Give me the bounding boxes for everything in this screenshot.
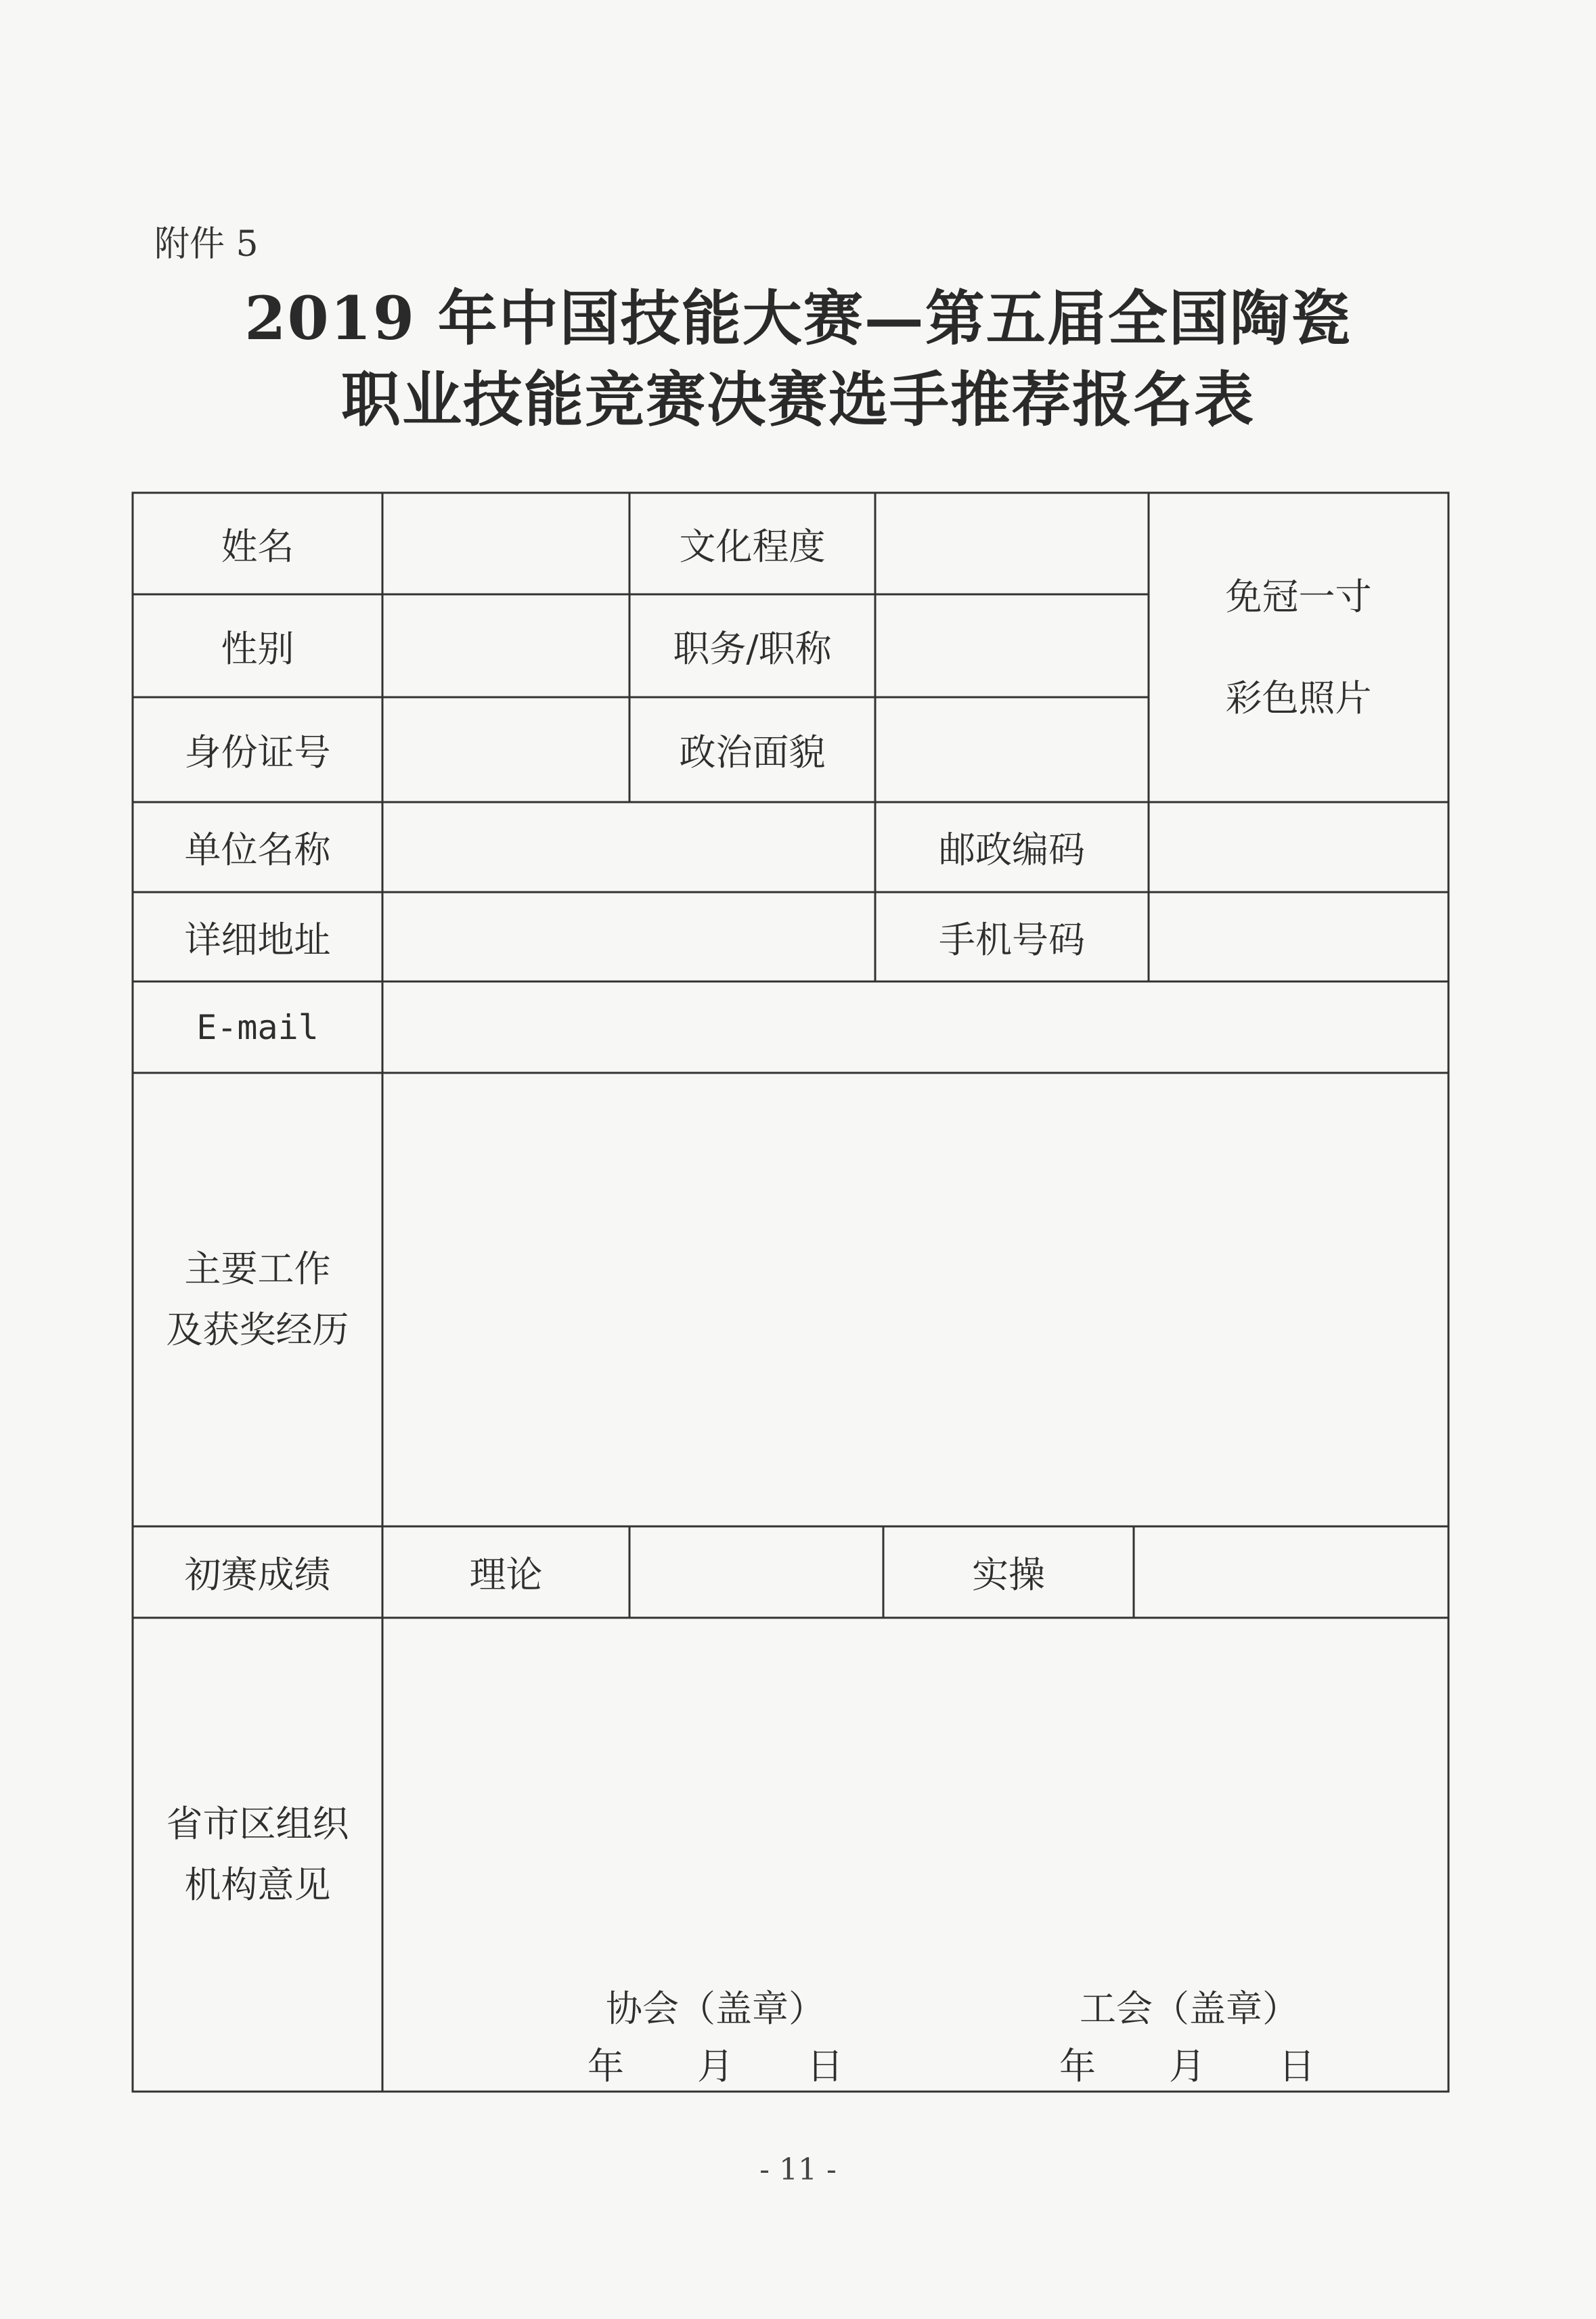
label-mobile: 手机号码 (939, 918, 1085, 961)
input-postal-code[interactable] (1149, 802, 1448, 892)
input-practice-score[interactable] (1134, 1526, 1448, 1618)
title-line-2: 职业技能竞赛决赛选手推荐报名表 (340, 364, 1255, 435)
date-right: 年 月 日 (1059, 2045, 1315, 2088)
photo-label-line-1: 免冠一寸 (1225, 575, 1372, 618)
input-gender[interactable] (382, 594, 629, 697)
union-seal: 工会（盖章） (1080, 1987, 1299, 2030)
label-name: 姓名 (221, 525, 294, 568)
label-prelim-score: 初赛成绩 (184, 1553, 331, 1596)
label-theory: 理论 (469, 1553, 543, 1596)
input-position[interactable] (875, 594, 1149, 697)
opinion-label-line-1: 省市区组织 (166, 1803, 349, 1845)
label-opinion (133, 1618, 382, 2092)
date-left: 年 月 日 (588, 2045, 843, 2088)
input-mobile[interactable] (1149, 892, 1448, 981)
label-education: 文化程度 (679, 525, 826, 568)
input-experience[interactable] (382, 1073, 1448, 1526)
input-political-status[interactable] (875, 697, 1149, 802)
input-theory-score[interactable] (629, 1526, 883, 1618)
input-unit-name[interactable] (382, 802, 875, 892)
label-address: 详细地址 (184, 918, 331, 961)
association-seal: 协会（盖章） (606, 1987, 825, 2030)
label-experience (133, 1073, 382, 1526)
photo-placeholder[interactable] (1149, 493, 1448, 802)
input-id-number[interactable] (382, 697, 629, 802)
title-line-1: 2019 年中国技能大赛—第五届全国陶瓷 (244, 283, 1352, 353)
input-address[interactable] (382, 892, 875, 981)
label-unit-name: 单位名称 (184, 829, 331, 871)
input-education[interactable] (875, 493, 1149, 594)
experience-label-line-2: 及获奖经历 (166, 1308, 349, 1351)
label-id-number: 身份证号 (184, 731, 331, 774)
input-name[interactable] (382, 493, 629, 594)
input-opinion[interactable] (382, 1618, 1448, 1956)
opinion-label-line-2: 机构意见 (184, 1863, 331, 1906)
label-email: E-mail (196, 1007, 319, 1047)
label-political-status: 政治面貌 (679, 731, 826, 774)
photo-label-line-2: 彩色照片 (1225, 676, 1372, 720)
label-practice: 实操 (972, 1553, 1045, 1596)
page-number: - 11 - (759, 2152, 837, 2187)
input-email[interactable] (382, 981, 1448, 1073)
label-position: 职务/职称 (673, 627, 832, 670)
label-gender: 性别 (221, 627, 294, 670)
attachment-label: 附件 5 (154, 224, 259, 265)
experience-label-line-1: 主要工作 (184, 1247, 331, 1290)
label-postal-code: 邮政编码 (939, 829, 1085, 871)
